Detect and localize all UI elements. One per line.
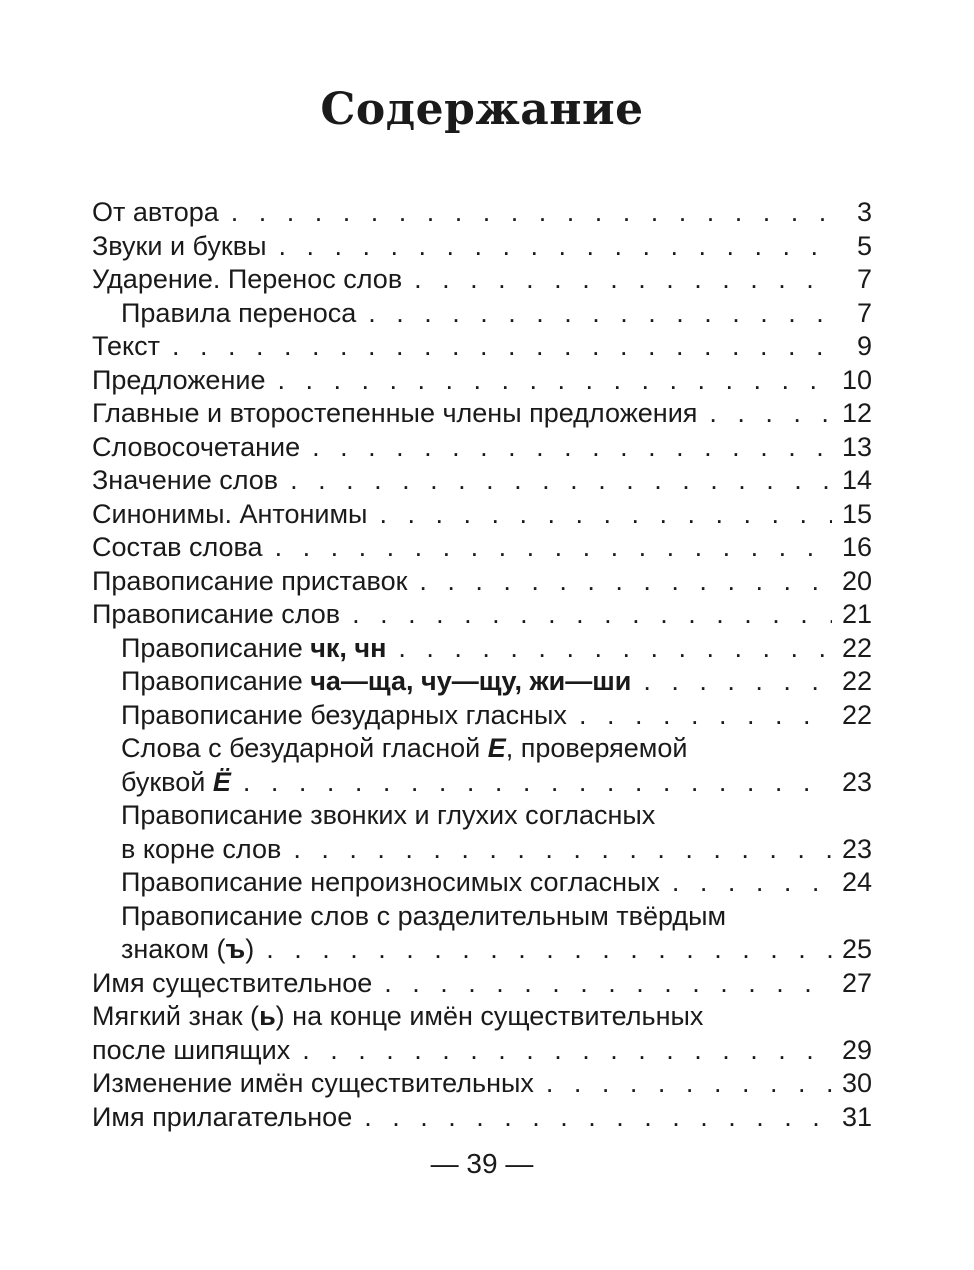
toc-entry[interactable] (92, 431, 872, 465)
toc-entry-page: 15 (841, 498, 872, 529)
toc-entry-label: Правописание чк, чн (121, 632, 387, 663)
toc-entry-page: 9 (856, 331, 872, 361)
toc-entry-page: 20 (841, 565, 872, 596)
dot-leader (709, 397, 832, 431)
toc-entry-page: 27 (841, 967, 872, 998)
dot-leader (275, 531, 832, 565)
letter-combination: ча—ща, чу—щу, жи—ши (310, 666, 632, 696)
toc-entry[interactable] (92, 464, 872, 498)
toc-subentry[interactable] (92, 866, 872, 900)
toc-entry-page: 21 (841, 599, 872, 629)
dot-leader (579, 699, 832, 733)
toc-entry[interactable] (92, 531, 872, 565)
dot-leader (302, 1034, 832, 1068)
toc-entry-page: 3 (856, 197, 872, 227)
toc-entry[interactable] (92, 565, 872, 599)
dot-leader (231, 196, 832, 230)
page-number: — 39 — (430, 1148, 534, 1179)
dot-leader (379, 498, 832, 532)
toc-subentry[interactable] (92, 632, 872, 666)
dot-leader (546, 1067, 832, 1101)
dot-leader (368, 297, 832, 331)
toc-entry[interactable] (92, 1067, 872, 1101)
toc-entry-page: 29 (841, 1034, 872, 1065)
toc-entry-label: Изменение имён существительных (92, 1068, 534, 1098)
toc-entry-page: 7 (856, 264, 872, 294)
toc-entry-page: 22 (841, 699, 872, 730)
toc-entry-label: Имя существительное (92, 967, 373, 998)
toc-entry-label-line2: в корне слов (121, 833, 282, 864)
letter-combination: чк, чн (310, 632, 387, 663)
toc-entry-label-line1: Правописание слов с разделительным твёрдым (121, 900, 727, 931)
toc-entry[interactable] (92, 498, 872, 532)
toc-subentry[interactable] (92, 799, 872, 866)
toc-entry-label: Правописание приставок (92, 565, 408, 596)
toc-entry-label: Предложение (92, 364, 266, 395)
toc-entry-label-line2: после шипящих (92, 1034, 291, 1065)
dot-leader (277, 364, 832, 398)
toc-entry-label: Правописание ча—ща, чу—щу, жи—ши (121, 666, 632, 696)
toc-entry[interactable] (92, 1000, 872, 1067)
toc-entry[interactable] (92, 364, 872, 398)
dot-leader (384, 967, 832, 1001)
toc-entry-label: Словосочетание (92, 431, 301, 462)
toc-entry-label: Имя прилагательное (92, 1101, 353, 1132)
toc-entry-page: 22 (841, 666, 872, 696)
toc-entry-label: Звуки и буквы (92, 230, 267, 261)
toc-entry-page: 13 (841, 431, 872, 462)
toc-entry-page: 10 (841, 364, 872, 395)
toc-entry[interactable] (92, 598, 872, 632)
toc-entry-label-line1: Мягкий знак (ь) на конце имён существительных (92, 1001, 704, 1031)
toc-subentry[interactable] (92, 900, 872, 967)
toc-entry-page: 7 (856, 297, 872, 328)
toc-subentry[interactable] (92, 297, 872, 331)
toc-entry-page: 12 (841, 398, 872, 428)
toc-entry-page: 5 (856, 230, 872, 261)
page-title: Содержание (320, 84, 644, 135)
toc-entry-label: Состав слова (92, 532, 263, 562)
dot-leader (172, 330, 832, 364)
toc-entry-label: Главные и второстепенные члены предложения (92, 398, 698, 428)
toc-entry-page: 23 (841, 833, 872, 864)
toc-subentry[interactable] (92, 732, 872, 799)
toc-entry-page: 14 (841, 465, 872, 495)
toc-entry-label-line2: знаком (ъ) (121, 934, 255, 964)
table-of-contents (92, 196, 872, 1134)
dot-leader (278, 230, 832, 264)
toc-entry[interactable] (92, 196, 872, 230)
dot-leader (643, 665, 832, 699)
toc-subentry[interactable] (92, 699, 872, 733)
toc-entry-page: 30 (841, 1068, 872, 1098)
toc-entry-page: 31 (841, 1101, 872, 1132)
toc-entry-label-line1: Правописание звонких и глухих согласных (121, 800, 656, 830)
toc-entry[interactable] (92, 397, 872, 431)
toc-entry[interactable] (92, 230, 872, 264)
dot-leader (290, 464, 832, 498)
toc-entry-page: 24 (841, 867, 872, 897)
toc-entry[interactable] (92, 967, 872, 1001)
toc-entry-page: 16 (841, 532, 872, 562)
toc-entry-label: Правописание слов (92, 599, 341, 629)
toc-entry-page: 25 (841, 934, 872, 964)
toc-entry-label: Правила переноса (121, 297, 357, 328)
toc-subentry[interactable] (92, 665, 872, 699)
toc-entry-label: Правописание безударных гласных (121, 699, 567, 730)
toc-entry[interactable] (92, 263, 872, 297)
toc-entry-label: Синонимы. Антонимы (92, 498, 368, 529)
toc-entry-page: 22 (841, 632, 872, 663)
dot-leader (312, 431, 832, 465)
dot-leader (672, 866, 832, 900)
toc-entry[interactable] (92, 330, 872, 364)
dot-leader (414, 263, 832, 297)
toc-entry-label: Правописание непроизносимых согласных (121, 867, 660, 897)
toc-entry-page: 23 (841, 766, 872, 797)
dot-leader (243, 766, 832, 800)
toc-entry-label: Значение слов (92, 465, 279, 495)
toc-entry[interactable] (92, 1101, 872, 1135)
toc-entry-label: Ударение. Перенос слов (92, 264, 403, 294)
dot-leader (266, 933, 832, 967)
toc-entry-label-line1: Слова с безударной гласной Е, проверяемой (121, 733, 688, 763)
dot-leader (293, 833, 832, 867)
toc-entry-label-line2: буквой Ё (121, 766, 231, 797)
toc-entry-label: От автора (92, 197, 219, 227)
dot-leader (398, 632, 832, 666)
dot-leader (419, 565, 832, 599)
dot-leader (352, 598, 832, 632)
dot-leader (364, 1101, 832, 1135)
toc-entry-label: Текст (92, 331, 160, 361)
